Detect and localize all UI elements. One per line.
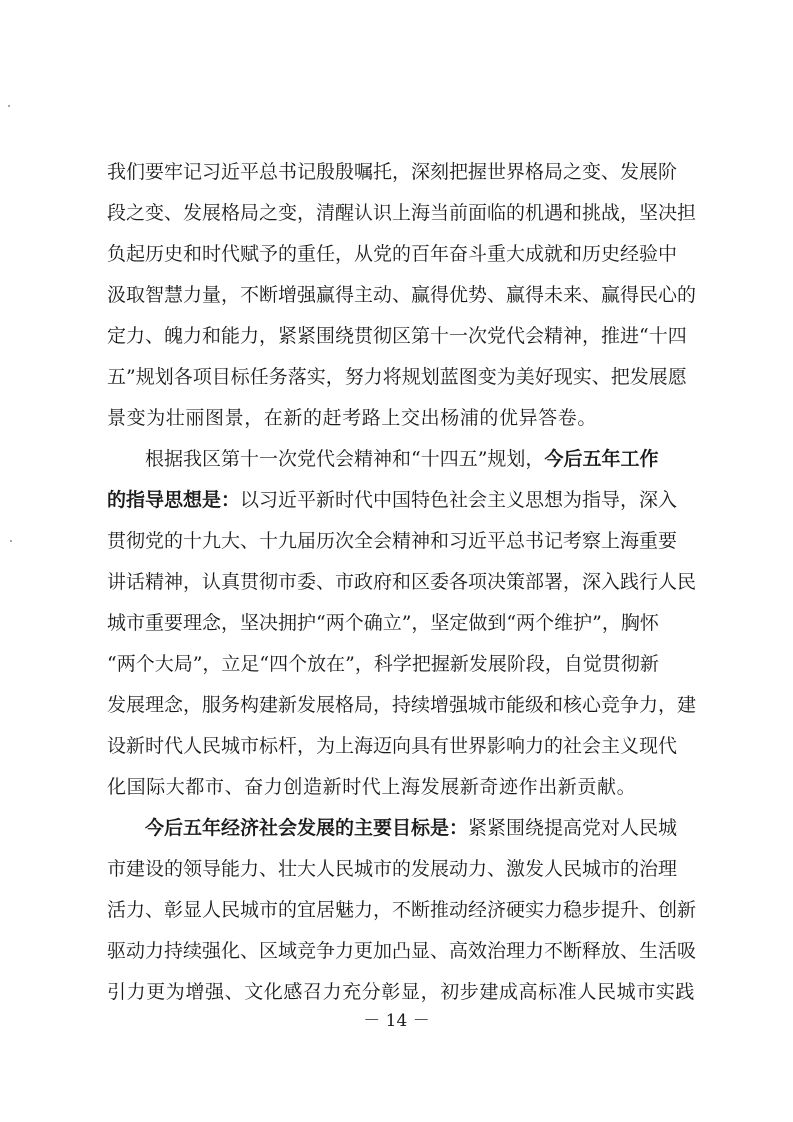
text-line: 引力更为增强、文化感召力充分彰显，初步建成高标准人民城市实践 (107, 981, 696, 1003)
text-line: 活力、彰显人民城市的宜居魅力，不断推动经济硬实力稳步提升、创新 (107, 899, 697, 921)
text-line: 设新时代人民城市标杆，为上海迈向具有世界影响力的社会主义现代 (107, 735, 678, 757)
line-text: 紧紧围绕提高党对人民城 (468, 817, 678, 839)
paragraph-3 (107, 808, 707, 1013)
text-line: 贯彻党的十九大、十九届历次全会精神和习近平总书记考察上海重要 (107, 530, 678, 552)
bold-heading-text: 今后五年经济社会发展的主要目标是： (145, 817, 469, 839)
text-line: 发展理念，服务构建新发展格局，持续增强城市能级和核心竞争力，建 (107, 694, 697, 716)
text-line: 定力、魄力和能力，紧紧围绕贯彻区第十一次党代会精神，推进“十四 (107, 325, 687, 347)
text-line: 市建设的领导能力、壮大人民城市的发展动力、激发人民城市的治理 (107, 858, 678, 880)
paragraph-1 (107, 152, 707, 439)
scan-speck (10, 540, 12, 542)
text-line: 我们要牢记习近平总书记殷殷嘱托，深刻把握世界格局之变、发展阶 (107, 161, 678, 183)
bold-heading-text: 今后五年工作 (544, 448, 659, 470)
text-line: “两个大局”，立足“四个放在”，科学把握新发展阶段，自觉贯彻新 (107, 653, 659, 675)
bold-heading-text: 的指导思想是： (107, 489, 241, 511)
text-line: 段之变、发展格局之变，清醒认识上海当前面临的机遇和挑战，坚决担 (107, 202, 697, 224)
text-line: 五”规划各项目标任务落实，努力将规划蓝图变为美好现实、把发展愿 (107, 366, 687, 388)
text-line: 讲话精神，认真贯彻市委、市政府和区委各项决策部署，深入践行人民 (107, 571, 697, 593)
line-text: 以习近平新时代中国特色社会主义思想为指导，深入 (240, 489, 678, 511)
text-line (107, 439, 707, 480)
text-line: 驱动力持续强化、区域竞争力更加凸显、高效治理力不断释放、生活吸 (107, 940, 697, 962)
text-line: 城市重要理念，坚决拥护“两个确立”，坚定做到“两个维护”，胸怀 (107, 612, 659, 634)
paragraph-2 (107, 439, 707, 808)
body-text (107, 152, 707, 1013)
text-line: 汲取智慧力量，不断增强赢得主动、赢得优势、赢得未来、赢得民心的 (107, 284, 697, 306)
text-line (107, 808, 707, 849)
text-line: 化国际大都市、奋力创造新时代上海发展新奇迹作出新贡献。 (107, 776, 637, 798)
line-text: 根据我区第十一次党代会精神和“十四五”规划， (145, 448, 545, 470)
page-number: － 14 － (363, 1011, 430, 1031)
text-line (107, 480, 707, 521)
text-line: 景变为壮丽图景，在新的赶考路上交出杨浦的优异答卷。 (107, 407, 598, 429)
scan-speck (8, 105, 10, 107)
text-line: 负起历史和时代赋予的重任，从党的百年奋斗重大成就和历史经验中 (107, 243, 678, 265)
